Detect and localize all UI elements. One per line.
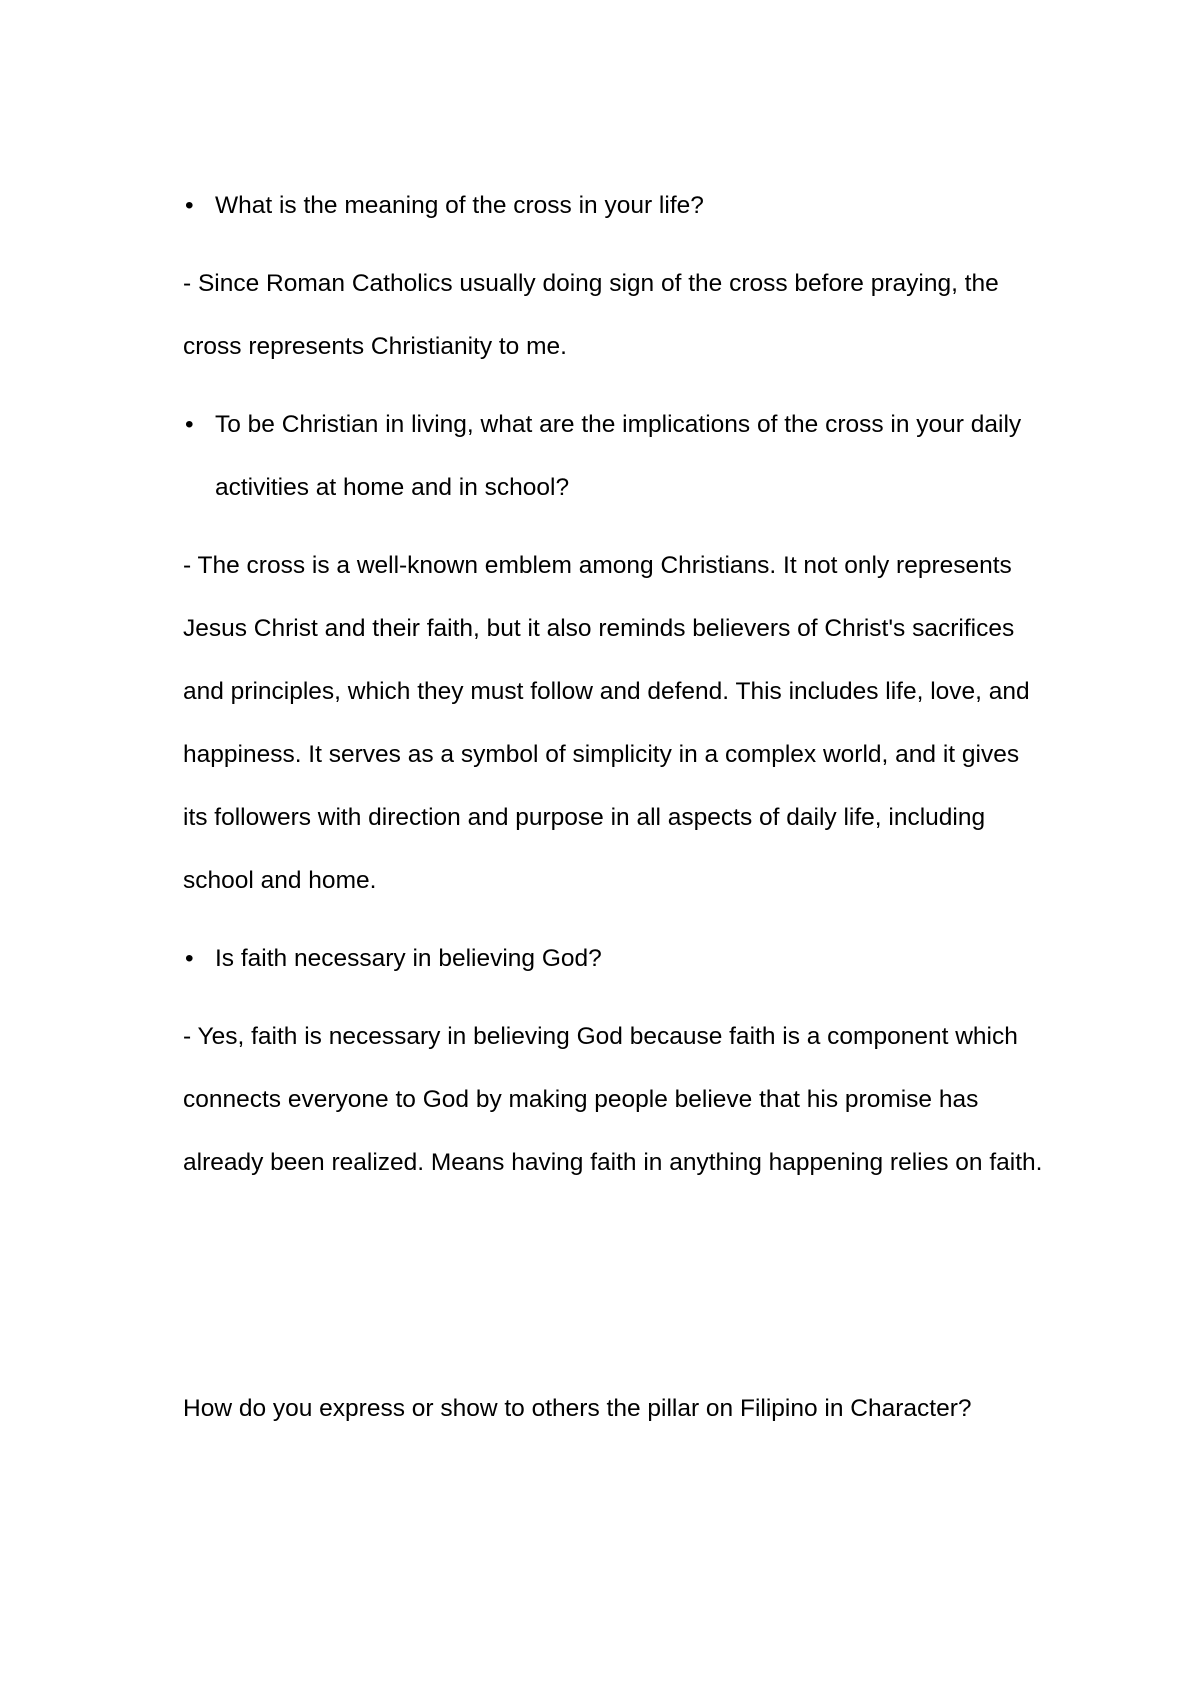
blank-space xyxy=(183,1209,1043,1377)
bullet-icon: • xyxy=(185,192,194,219)
question-2 xyxy=(183,393,1043,519)
question-text: Is faith necessary in believing God? xyxy=(215,945,602,972)
answer-1: - Since Roman Catholics usually doing sign of the cross before praying, the cross represents Christianity to me. xyxy=(183,270,999,360)
bullet-icon: • xyxy=(185,945,194,972)
answer-2: - The cross is a well-known emblem among Christians. It not only represents Jesus Christ and their faith, but it also reminds believers of Christ's sacrifices and principles, which they must follow and defend. This includes life, love, and happiness. It serves as a symbol of simplicity in a complex world, and it gives its followers with direction and purpose in all aspects of daily life, including school and home. xyxy=(183,552,1030,894)
final-question: How do you express or show to others the pillar on Filipino in Character? xyxy=(183,1395,972,1422)
document-body xyxy=(183,174,1043,1440)
bullet-icon: • xyxy=(185,411,194,438)
question-text: To be Christian in living, what are the implications of the cross in your daily activities at home and in school? xyxy=(215,411,1022,501)
question-3 xyxy=(183,927,1043,990)
question-1 xyxy=(183,174,1043,237)
question-text: What is the meaning of the cross in your life? xyxy=(215,192,704,219)
answer-3: - Yes, faith is necessary in believing God because faith is a component which connects everyone to God by making people believe that his promise has already been realized. Means having faith in anything happening relies on faith. xyxy=(183,1023,1043,1176)
